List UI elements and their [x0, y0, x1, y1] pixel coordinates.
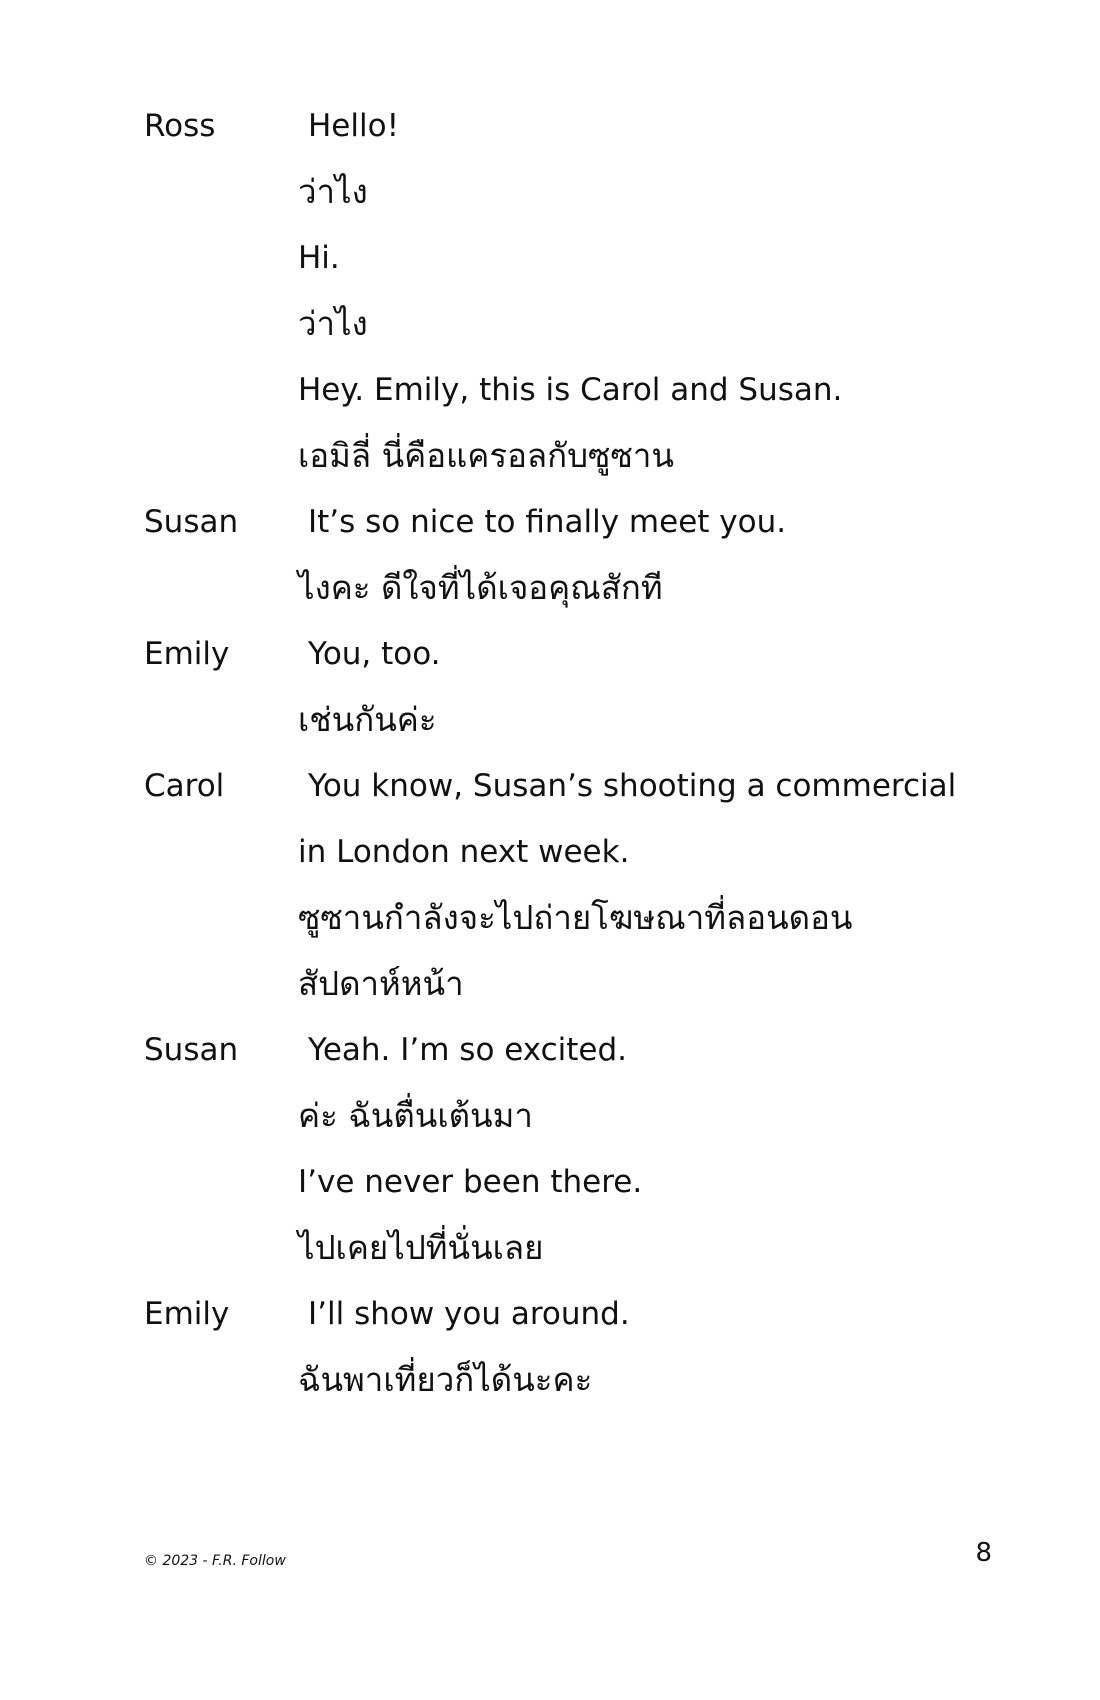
- dialogue-text: I’ve never been there.: [298, 1164, 643, 1200]
- dialogue-line: [0, 690, 1100, 756]
- dialogue-text: Hey. Emily, this is Carol and Susan.: [298, 372, 843, 408]
- dialogue-translation: ไปเคยไปที่นั่นเลย: [298, 1228, 544, 1267]
- page-number: 8: [975, 1538, 992, 1568]
- dialogue-line: [0, 888, 1100, 954]
- dialogue-line: [0, 558, 1100, 624]
- dialogue-translation: ซูซานกำลังจะไปถ่ายโฆษณาที่ลอนดอน: [298, 898, 853, 937]
- dialogue-script: [0, 96, 1100, 1416]
- dialogue-text: Yeah. I’m so excited.: [308, 1032, 628, 1068]
- dialogue-line: [0, 624, 1100, 690]
- dialogue-translation: เช่นกันค่ะ: [298, 700, 437, 739]
- speaker-name: Susan: [144, 1032, 239, 1068]
- dialogue-line: [0, 954, 1100, 1020]
- dialogue-line: [0, 822, 1100, 888]
- dialogue-translation: ค่ะ ฉันตื่นเต้นมา: [298, 1096, 533, 1135]
- copyright-notice: © 2023 - F.R. Follow: [144, 1553, 286, 1569]
- speaker-name: Emily: [144, 1296, 230, 1332]
- dialogue-line: [0, 1218, 1100, 1284]
- dialogue-translation: ว่าไง: [298, 304, 368, 343]
- speaker-name: Ross: [144, 108, 216, 144]
- dialogue-text: in London next week.: [298, 834, 630, 870]
- dialogue-line: [0, 1152, 1100, 1218]
- speaker-name: Carol: [144, 768, 225, 804]
- dialogue-line: [0, 492, 1100, 558]
- dialogue-text: You know, Susan’s shooting a commercial: [308, 768, 957, 804]
- dialogue-translation: ฉันพาเที่ยวก็ได้นะคะ: [298, 1360, 593, 1399]
- dialogue-translation: ว่าไง: [298, 172, 368, 211]
- dialogue-line: [0, 96, 1100, 162]
- dialogue-line: [0, 228, 1100, 294]
- dialogue-line: [0, 1350, 1100, 1416]
- dialogue-text: It’s so nice to finally meet you.: [308, 504, 787, 540]
- dialogue-text: Hello!: [308, 108, 400, 144]
- dialogue-translation: ไงคะ ดีใจที่ได้เจอคุณสักที: [298, 568, 663, 607]
- dialogue-line: [0, 756, 1100, 822]
- dialogue-line: [0, 1020, 1100, 1086]
- dialogue-translation: เอมิลี่ นี่คือแครอลกับซูซาน: [298, 436, 674, 475]
- dialogue-text: I’ll show you around.: [308, 1296, 630, 1332]
- dialogue-text: Hi.: [298, 240, 340, 276]
- dialogue-line: [0, 1086, 1100, 1152]
- dialogue-line: [0, 426, 1100, 492]
- dialogue-translation: สัปดาห์หน้า: [298, 964, 464, 1003]
- dialogue-line: [0, 1284, 1100, 1350]
- dialogue-line: [0, 360, 1100, 426]
- dialogue-line: [0, 162, 1100, 228]
- speaker-name: Susan: [144, 504, 239, 540]
- dialogue-line: [0, 294, 1100, 360]
- speaker-name: Emily: [144, 636, 230, 672]
- dialogue-text: You, too.: [308, 636, 441, 672]
